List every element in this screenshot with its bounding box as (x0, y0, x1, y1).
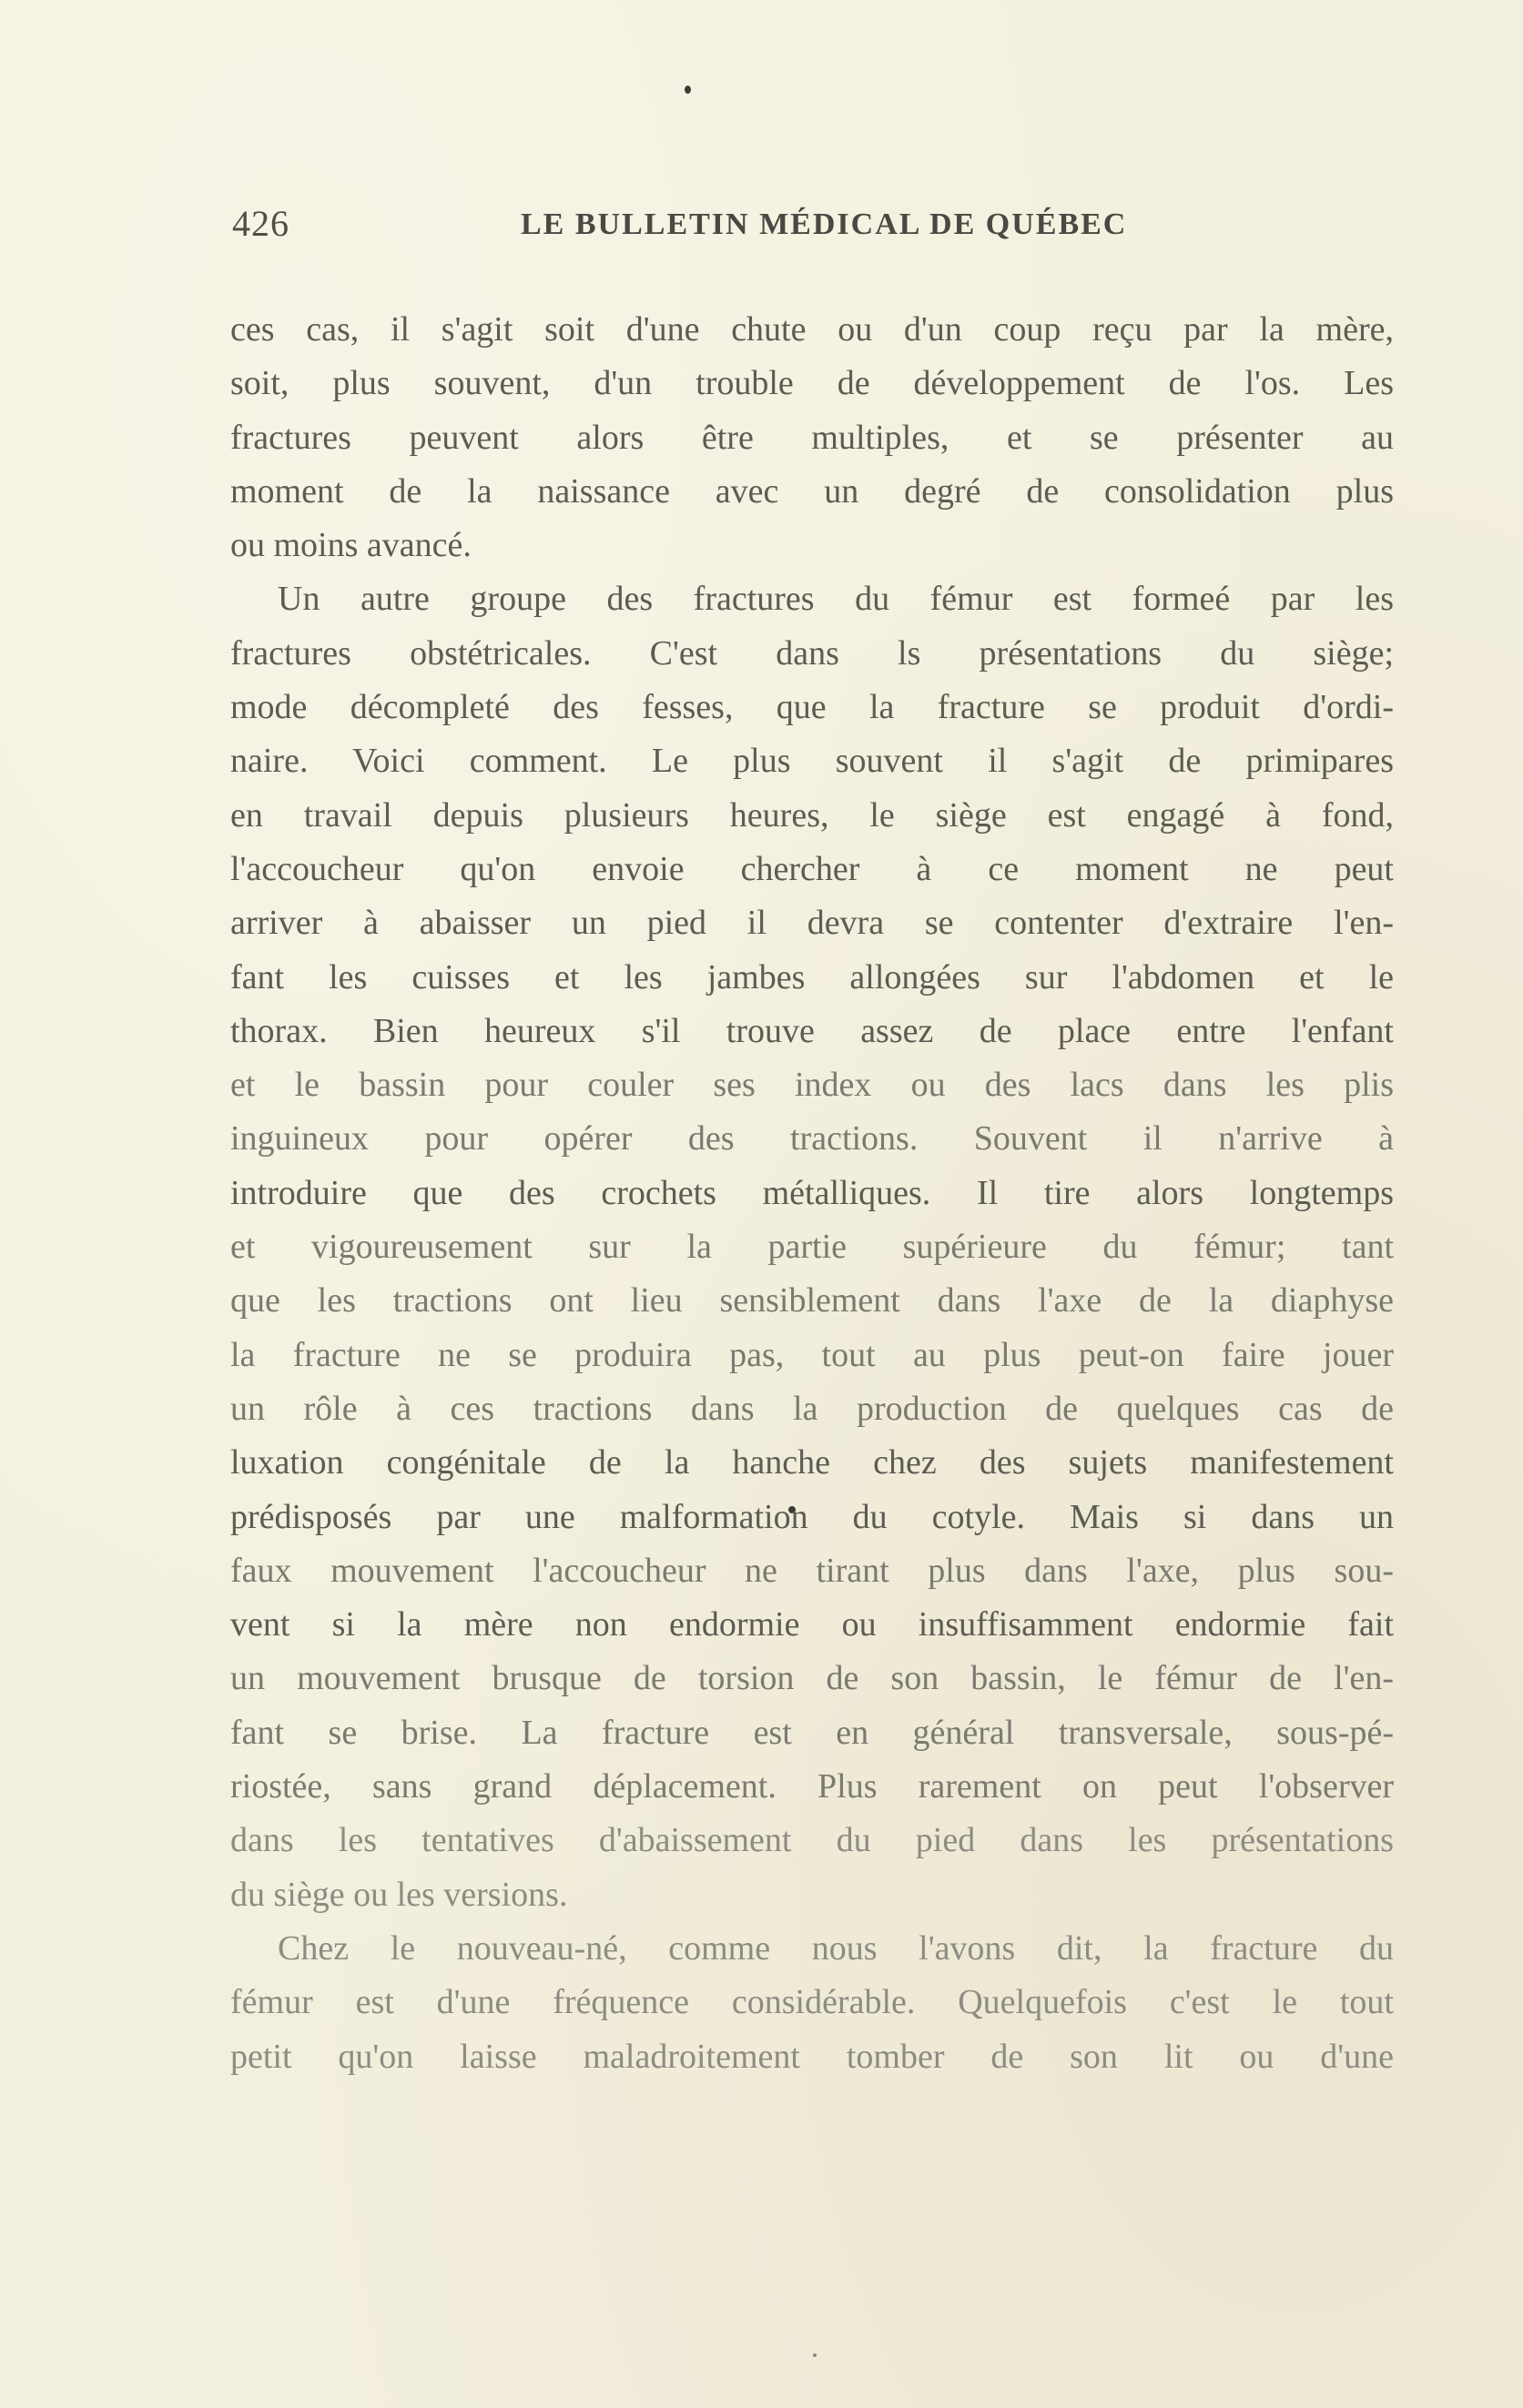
text-line: fant les cuisses et les jambes allongées sur l'abdomen et le (230, 957, 1394, 997)
text-line: ces cas, il s'agit soit d'une chute ou d'un coup reçu par la mère, (230, 310, 1394, 349)
text-line: inguineux pour opérer des tractions. Souvent il n'arrive à (230, 1119, 1394, 1158)
text-line: Chez le nouveau-né, comme nous l'avons dit, la fracture du (278, 1928, 1394, 1968)
text-line: arriver à abaisser un pied il devra se contenter d'extraire l'en- (230, 904, 1394, 943)
text-line: introduire que des crochets métalliques. Il tire alors longtemps (230, 1173, 1394, 1212)
text-line: thorax. Bien heureux s'il trouve assez de place entre l'enfant (230, 1011, 1394, 1050)
text-line: ou moins avancé. (230, 526, 472, 565)
text-line: riostée, sans grand déplacement. Plus rarement on peut l'observer (230, 1767, 1394, 1806)
text-line: soit, plus souvent, d'un trouble de développement de l'os. Les (230, 364, 1394, 403)
text-line: faux mouvement l'accoucheur ne tirant plus dans l'axe, plus sou- (230, 1551, 1394, 1590)
body-text (230, 303, 1394, 2084)
text-line: un mouvement brusque de torsion de son bassin, le fémur de l'en- (230, 1659, 1394, 1698)
text-line: l'accoucheur qu'on envoie chercher à ce moment ne peut (230, 849, 1394, 888)
text-line: et le bassin pour couler ses index ou des lacs dans les plis (230, 1066, 1394, 1105)
text-line: fémur est d'une fréquence considérable. Quelquefois c'est le tout (230, 1983, 1394, 2022)
text-line: prédisposés par une malformation du cotyle. Mais si dans un (230, 1497, 1394, 1536)
text-line: moment de la naissance avec un degré de consolidation plus (230, 471, 1394, 511)
text-line: fant se brise. La fracture est en général transversale, sous-pé- (230, 1713, 1394, 1752)
text-line: naire. Voici comment. Le plus souvent il s'agit de primipares (230, 742, 1394, 781)
ink-speck (813, 2353, 817, 2357)
text-line: petit qu'on laisse maladroitement tomber de son lit ou d'une (230, 2037, 1394, 2076)
text-line: dans les tentatives d'abaissement du pied dans les présentations (230, 1821, 1394, 1860)
ink-speck (685, 86, 691, 94)
running-head (232, 202, 1393, 257)
text-line: fractures obstétricales. C'est dans ls présentations du siège; (230, 633, 1394, 673)
text-line: la fracture ne se produira pas, tout au plus peut-on faire jouer (230, 1335, 1394, 1374)
text-line: en travail depuis plusieurs heures, le siège est engagé à fond, (230, 795, 1394, 835)
text-line: fractures peuvent alors être multiples, et se présenter au (230, 418, 1394, 457)
text-line: mode décompleté des fesses, que la fracture se produit d'ordi- (230, 688, 1394, 727)
text-line: un rôle à ces tractions dans la production de quelques cas de (230, 1389, 1394, 1428)
journal-title: LE BULLETIN MÉDICAL DE QUÉBEC (521, 207, 1128, 241)
text-line: Un autre groupe des fractures du fémur est formeé par les (278, 580, 1394, 619)
page-number: 426 (232, 203, 289, 244)
text-line: du siège ou les versions. (230, 1875, 568, 1914)
text-line: que les tractions ont lieu sensiblement dans l'axe de la diaphyse (230, 1281, 1394, 1320)
text-line: et vigoureusement sur la partie supérieure du fémur; tant (230, 1228, 1394, 1267)
text-line: luxation congénitale de la hanche chez des sujets manifestement (230, 1443, 1394, 1482)
text-line: vent si la mère non endormie ou insuffisamment endormie fait (230, 1605, 1394, 1644)
